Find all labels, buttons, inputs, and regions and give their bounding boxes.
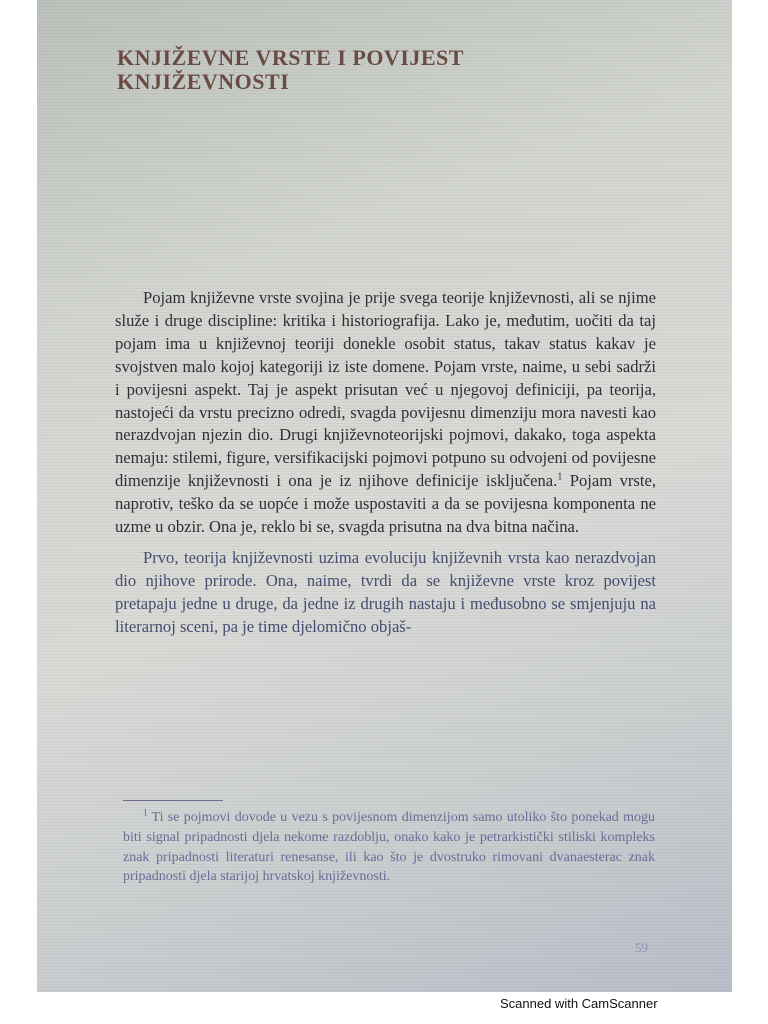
footnote-divider bbox=[123, 800, 223, 801]
paragraph-1-text-b: Pojam vrste, naprotiv, teško da se uopće i može uspostaviti a da se povijesna komponenta ne uzme u obzir. Ona je, reklo bi se, svagda prisutna na dva bitna načina. bbox=[115, 471, 656, 537]
footnote-marker: 1 bbox=[143, 807, 148, 818]
chapter-title-line-2: KNJIŽEVNOSTI bbox=[117, 69, 290, 94]
footnote bbox=[123, 808, 655, 887]
camscanner-watermark: Scanned with CamScanner bbox=[500, 996, 658, 1011]
paragraph-2: Prvo, teorija književnosti uzima evoluciju književnih vrsta kao nerazdvojan dio njihove prirode. Ona, naime, tvrdi da se književne vrste kroz povijest pretapaju jedne u druge, da jedne iz drugih nastaju i međusobno se smjenjuju na literarnoj sceni, pa je time djelomično objaš- bbox=[115, 547, 656, 636]
page-number: 59 bbox=[635, 940, 648, 955]
chapter-title bbox=[117, 46, 464, 94]
paragraph-1-text-a: Pojam književne vrste svojina je prije svega teorije književnosti, ali se njime služe i druge discipline: kritika i historiografija. Lako je, međutim, uočiti da taj pojam ima u književnoj teoriji donekle osobit status, takav status kakav je svojstven malo kojoj kategoriji iz iste domene. Pojam vrste, naime, u sebi sadrži i povijesni aspekt. Taj je aspekt prisutan već u njegovoj definiciji, pa teorija, nastojeći da vrstu precizno odredi, svagda povijesnu dimenziju mora navesti kao nerazdvojan njezin dio. Drugi književnoteorijski pojmovi, dakako, toga aspekta nemaju: stilemi, figure, versifikacijski pojmovi potpuno su odvojeni od povijesne dimenzije književnosti i ona je iz njihove definicije isključena. bbox=[115, 288, 656, 491]
paragraph-1 bbox=[115, 287, 656, 539]
scanned-page bbox=[37, 0, 732, 992]
footnote-reference: 1 bbox=[557, 471, 563, 483]
chapter-title-line-1: KNJIŽEVNE VRSTE I POVIJEST bbox=[117, 45, 464, 70]
body-text bbox=[115, 287, 656, 639]
footnote-text: Ti se pojmovi dovode u vezu s povijesnom dimenzijom samo utoliko što ponekad mogu biti signal pripadnosti djela nekome razdoblju, onako kako je petrarkistički stiliski kompleks znak pripadnosti literaturi renesanse, ili kao što je dvostruko rimovani dvanaesterac znak pripadnosti djela starijoj hrvatskoj književnosti. bbox=[123, 810, 655, 885]
